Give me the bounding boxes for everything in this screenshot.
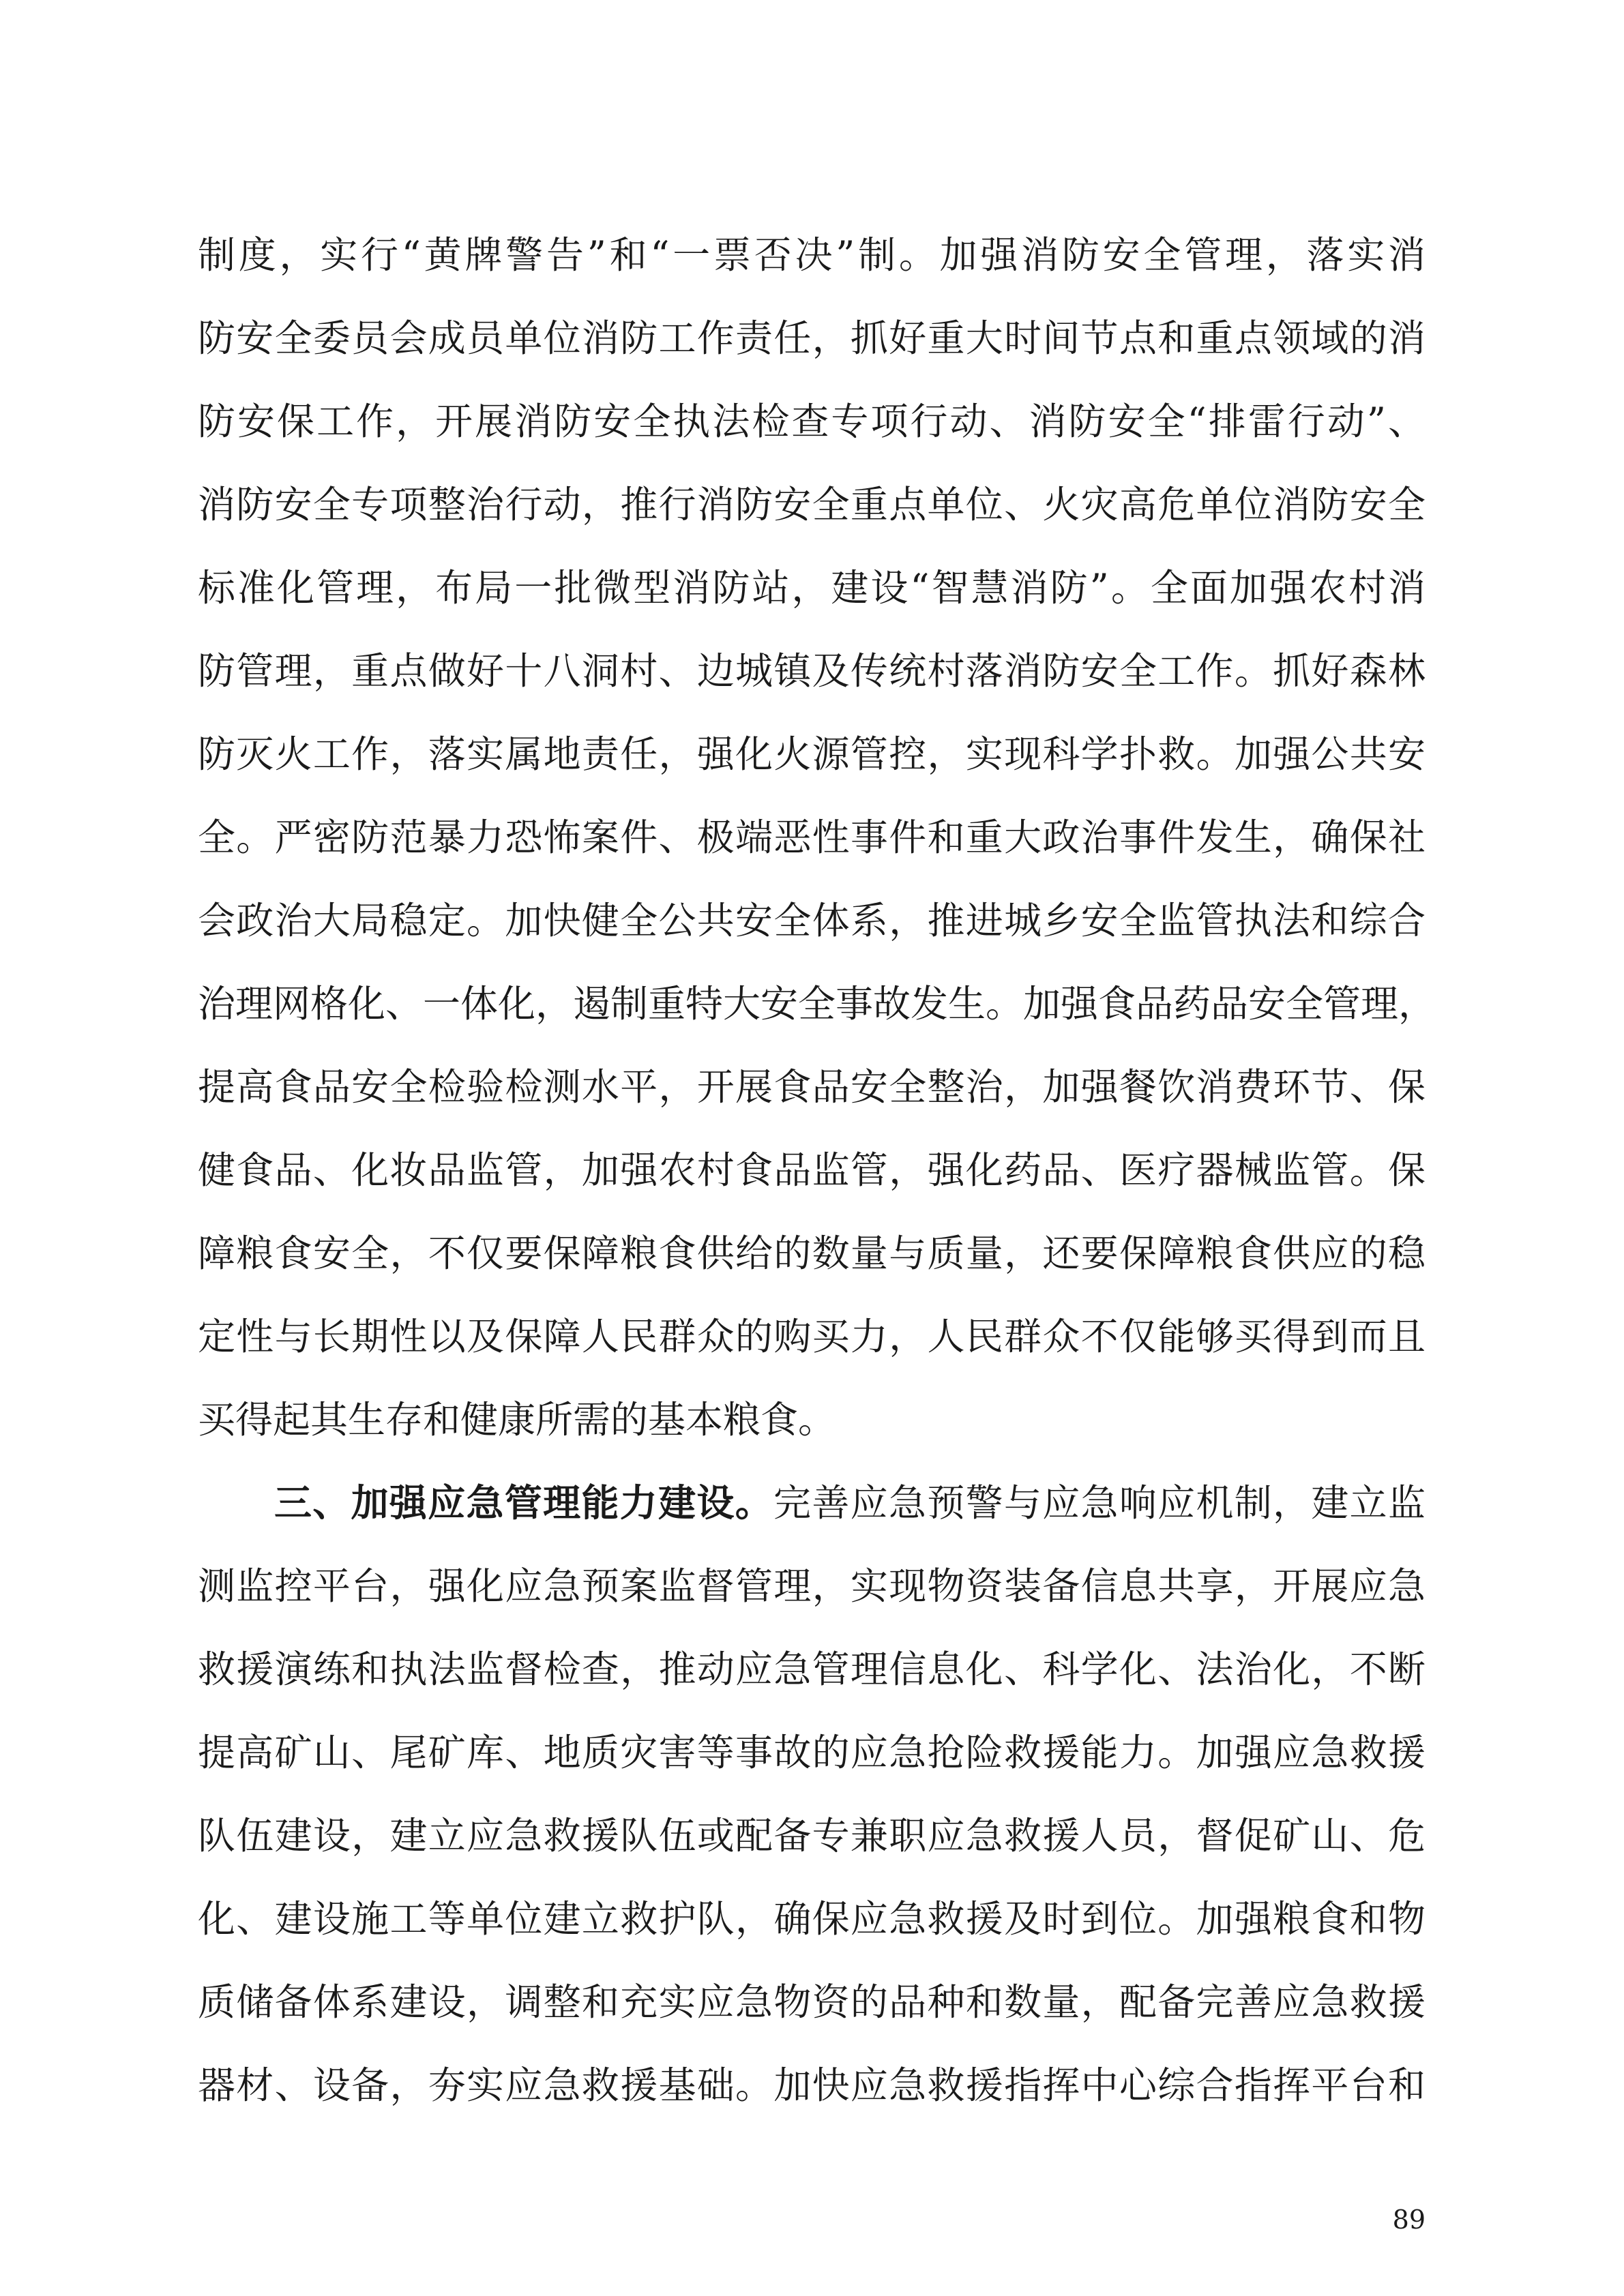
section-first-line xyxy=(198,1461,1426,1545)
text-line: 防安全委员会成员单位消防工作责任，抓好重大时间节点和重点领域的消 xyxy=(198,316,1426,360)
text-line: 防安保工作，开展消防安全执法检查专项行动、消防安全“排雷行动”、 xyxy=(198,400,1426,443)
text-line: 防管理，重点做好十八洞村、边城镇及传统村落消防安全工作。抓好森林 xyxy=(198,649,1426,693)
paragraph-public-safety xyxy=(198,213,1436,1461)
text-line: 障粮食安全，不仅要保障粮食供给的数量与质量，还要保障粮食供应的稳 xyxy=(198,1232,1426,1275)
page-number: 89 xyxy=(1392,2205,1426,2235)
text-line: 质储备体系建设，调整和充实应急物资的品种和数量，配备完善应急救援 xyxy=(198,1980,1426,2024)
paragraph-emergency-management xyxy=(198,1461,1426,2127)
text-line: 消防安全专项整治行动，推行消防安全重点单位、火灾高危单位消防安全 xyxy=(198,483,1426,526)
text-line: 防灭火工作，落实属地责任，强化火源管控，实现科学扑救。加强公共安 xyxy=(198,732,1426,776)
text-line: 标准化管理，布局一批微型消防站，建设“智慧消防”。全面加强农村消 xyxy=(198,566,1426,610)
text-line: 制度，实行“黄牌警告”和“一票否决”制。加强消防安全管理，落实消 xyxy=(198,233,1426,277)
text-line: 买得起其生存和健康所需的基本粮食。 xyxy=(198,1398,836,1442)
text-line: 提高矿山、尾矿库、地质灾害等事故的应急抢险救援能力。加强应急救援 xyxy=(198,1731,1426,1774)
text-line: 化、建设施工等单位建立救护队，确保应急救援及时到位。加强粮食和物 xyxy=(198,1897,1426,1941)
text-line: 救援演练和执法监督检查，推动应急管理信息化、科学化、法治化，不断 xyxy=(198,1648,1426,1691)
body-text xyxy=(198,213,1436,2127)
text-line: 定性与长期性以及保障人民群众的购买力，人民群众不仅能够买得到而且 xyxy=(198,1315,1426,1358)
text-line: 队伍建设，建立应急救援队伍或配备专兼职应急救援人员，督促矿山、危 xyxy=(198,1814,1426,1858)
text-line: 全。严密防范暴力恐怖案件、极端恶性事件和重大政治事件发生，确保社 xyxy=(198,816,1426,859)
text-line: 器材、设备，夯实应急救援基础。加快应急救援指挥中心综合指挥平台和 xyxy=(198,2063,1426,2107)
section-heading: 三、加强应急管理能力建设。 xyxy=(274,1481,774,1525)
section-first-line-text: 完善应急预警与应急响应机制，建立监 xyxy=(773,1481,1426,1525)
text-line: 测监控平台，强化应急预案监督管理，实现物资装备信息共享，开展应急 xyxy=(198,1564,1426,1608)
text-line: 健食品、化妆品监管，加强农村食品监管，强化药品、医疗器械监管。保 xyxy=(198,1148,1426,1192)
text-line: 会政治大局稳定。加快健全公共安全体系，推进城乡安全监管执法和综合 xyxy=(198,899,1426,942)
text-line: 提高食品安全检验检测水平，开展食品安全整治，加强餐饮消费环节、保 xyxy=(198,1065,1426,1109)
text-line: 治理网格化、一体化，遏制重特大安全事故发生。加强食品药品安全管理， xyxy=(198,982,1436,1026)
